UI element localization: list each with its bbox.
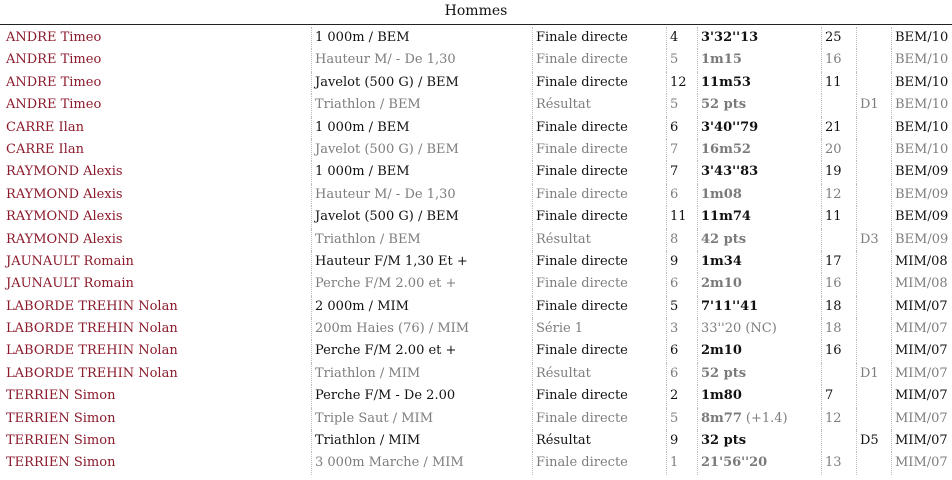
event-name: 1 000m / BEM bbox=[311, 27, 531, 49]
table-row bbox=[0, 251, 952, 273]
level-code bbox=[856, 117, 890, 139]
category-code: BEM/09 bbox=[891, 161, 952, 183]
points-value bbox=[821, 229, 855, 251]
performance-mark bbox=[697, 385, 820, 407]
event-name: 2 000m / MIM bbox=[311, 296, 531, 318]
event-name: Hauteur M/ - De 1,30 bbox=[311, 184, 531, 206]
mark-value: 1m15 bbox=[701, 52, 742, 68]
table-row bbox=[0, 49, 952, 71]
level-code bbox=[856, 72, 890, 94]
performance-mark bbox=[697, 408, 820, 430]
mark-value: 42 pts bbox=[701, 231, 747, 247]
level-code: D3 bbox=[856, 229, 890, 251]
mark-value: 3'40''79 bbox=[701, 119, 759, 135]
event-name: 3 000m Marche / MIM bbox=[311, 452, 531, 474]
athlete-name: ANDRE Timeo bbox=[6, 30, 102, 45]
place-rank: 6 bbox=[666, 340, 696, 362]
round-label: Finale directe bbox=[532, 49, 665, 71]
points-value: 21 bbox=[821, 117, 855, 139]
category-code: BEM/10 bbox=[891, 139, 952, 161]
place-rank: 7 bbox=[666, 139, 696, 161]
category-code: MIM/08 bbox=[891, 273, 952, 295]
athlete-name: TERRIEN Simon bbox=[6, 410, 116, 426]
table-row bbox=[0, 296, 952, 318]
place-rank: 6 bbox=[666, 273, 696, 295]
performance-mark bbox=[697, 273, 820, 295]
place-rank: 6 bbox=[666, 184, 696, 206]
performance-mark bbox=[697, 94, 820, 116]
points-value: 20 bbox=[821, 139, 855, 161]
place-rank: 6 bbox=[666, 117, 696, 139]
place-rank: 6 bbox=[666, 363, 696, 385]
category-code: BEM/09 bbox=[891, 229, 952, 251]
mark-value: 1m80 bbox=[701, 388, 742, 404]
athlete-name: LABORDE TREHIN Nolan bbox=[6, 298, 178, 314]
performance-mark bbox=[697, 49, 820, 71]
round-label: Finale directe bbox=[532, 117, 665, 139]
level-code bbox=[856, 49, 890, 71]
level-code bbox=[856, 27, 890, 49]
event-name: Triathlon / BEM bbox=[311, 229, 531, 251]
place-rank: 5 bbox=[666, 296, 696, 318]
table-row bbox=[0, 184, 952, 206]
table-row bbox=[0, 27, 952, 49]
mark-value: 8m77 bbox=[701, 410, 742, 426]
table-row bbox=[0, 117, 952, 139]
round-label: Finale directe bbox=[532, 161, 665, 183]
points-value bbox=[821, 94, 855, 116]
category-code: BEM/09 bbox=[891, 184, 952, 206]
athlete-name: RAYMOND Alexis bbox=[6, 209, 123, 225]
points-value: 12 bbox=[821, 184, 855, 206]
table-row bbox=[0, 430, 952, 452]
performance-mark bbox=[697, 206, 820, 228]
event-name: Hauteur M/ - De 1,30 bbox=[311, 49, 531, 71]
athlete-name: RAYMOND Alexis bbox=[6, 231, 123, 247]
category-code: MIM/07 bbox=[891, 318, 952, 340]
table-row bbox=[0, 340, 952, 362]
category-code: BEM/09 bbox=[891, 206, 952, 228]
mark-value: 52 pts bbox=[701, 365, 747, 381]
place-rank: 5 bbox=[666, 49, 696, 71]
table-row bbox=[0, 139, 952, 161]
category-code: BEM/10 bbox=[891, 94, 952, 116]
category-code: MIM/07 bbox=[891, 340, 952, 362]
event-name: 1 000m / BEM bbox=[311, 117, 531, 139]
athlete-name: LABORDE TREHIN Nolan bbox=[6, 321, 178, 337]
place-rank: 4 bbox=[666, 27, 696, 49]
event-name: Triathlon / MIM bbox=[311, 430, 531, 452]
athlete-name: TERRIEN Simon bbox=[6, 388, 116, 404]
event-name: Javelot (500 G) / BEM bbox=[311, 72, 531, 94]
points-value: 25 bbox=[821, 27, 855, 49]
event-name: Triathlon / MIM bbox=[311, 363, 531, 385]
level-code: D1 bbox=[856, 363, 890, 385]
round-label: Finale directe bbox=[532, 184, 665, 206]
athlete-name: RAYMOND Alexis bbox=[6, 164, 123, 180]
level-code: D5 bbox=[856, 430, 890, 452]
round-label: Finale directe bbox=[532, 340, 665, 362]
level-code bbox=[856, 408, 890, 430]
category-code: MIM/07 bbox=[891, 385, 952, 407]
page-title: Hommes bbox=[0, 0, 952, 25]
points-value: 11 bbox=[821, 72, 855, 94]
event-name: Javelot (500 G) / BEM bbox=[311, 206, 531, 228]
place-rank: 11 bbox=[666, 206, 696, 228]
event-name: Perche F/M - De 2.00 bbox=[311, 385, 531, 407]
athlete-name: TERRIEN Simon bbox=[6, 455, 116, 471]
place-rank: 9 bbox=[666, 430, 696, 452]
mark-value: 3'32''13 bbox=[701, 30, 759, 45]
points-value: 19 bbox=[821, 161, 855, 183]
performance-mark bbox=[697, 117, 820, 139]
athlete-name: ANDRE Timeo bbox=[6, 52, 102, 68]
mark-value: 11m74 bbox=[701, 209, 751, 225]
round-label: Finale directe bbox=[532, 139, 665, 161]
mark-value: 21'56''20 bbox=[701, 455, 768, 471]
round-label: Résultat bbox=[532, 363, 665, 385]
table-row bbox=[0, 452, 952, 474]
mark-value: 32 pts bbox=[701, 433, 747, 449]
points-value: 18 bbox=[821, 318, 855, 340]
performance-mark bbox=[697, 318, 820, 340]
category-code: BEM/10 bbox=[891, 27, 952, 49]
mark-value: 11m53 bbox=[701, 74, 751, 90]
mark-value: 52 pts bbox=[701, 97, 747, 113]
level-code bbox=[856, 452, 890, 474]
table-row bbox=[0, 206, 952, 228]
round-label: Finale directe bbox=[532, 27, 665, 49]
round-label: Résultat bbox=[532, 229, 665, 251]
mark-value: 16m52 bbox=[701, 141, 751, 157]
place-rank: 2 bbox=[666, 385, 696, 407]
event-name: Perche F/M 2.00 et + bbox=[311, 340, 531, 362]
category-code: MIM/07 bbox=[891, 296, 952, 318]
category-code: BEM/10 bbox=[891, 117, 952, 139]
event-name: Triathlon / BEM bbox=[311, 94, 531, 116]
table-row bbox=[0, 273, 952, 295]
mark-value: 2m10 bbox=[701, 343, 742, 359]
table-row bbox=[0, 161, 952, 183]
wind-value: (+1.4) bbox=[745, 410, 788, 426]
event-name: Hauteur F/M 1,30 Et + bbox=[311, 251, 531, 273]
athlete-name: RAYMOND Alexis bbox=[6, 186, 123, 202]
table-row bbox=[0, 94, 952, 116]
round-label: Résultat bbox=[532, 94, 665, 116]
category-code: BEM/10 bbox=[891, 49, 952, 71]
points-value: 18 bbox=[821, 296, 855, 318]
mark-value: 3'43''83 bbox=[701, 164, 759, 180]
athlete-name: ANDRE Timeo bbox=[6, 97, 102, 113]
performance-mark bbox=[697, 72, 820, 94]
mark-value: 33''20 (NC) bbox=[701, 321, 777, 337]
level-code: D1 bbox=[856, 94, 890, 116]
level-code bbox=[856, 318, 890, 340]
level-code bbox=[856, 385, 890, 407]
points-value: 16 bbox=[821, 273, 855, 295]
points-value: 16 bbox=[821, 49, 855, 71]
table-row bbox=[0, 229, 952, 251]
round-label: Finale directe bbox=[532, 452, 665, 474]
mark-value: 7'11''41 bbox=[701, 298, 759, 314]
performance-mark bbox=[697, 229, 820, 251]
round-label: Finale directe bbox=[532, 273, 665, 295]
round-label: Résultat bbox=[532, 430, 665, 452]
category-code: MIM/07 bbox=[891, 452, 952, 474]
category-code: MIM/08 bbox=[891, 251, 952, 273]
points-value: 7 bbox=[821, 385, 855, 407]
points-value: 17 bbox=[821, 251, 855, 273]
results-table bbox=[0, 27, 952, 475]
athlete-name: LABORDE TREHIN Nolan bbox=[6, 365, 178, 381]
points-value bbox=[821, 430, 855, 452]
place-rank: 9 bbox=[666, 251, 696, 273]
athlete-name: JAUNAULT Romain bbox=[6, 253, 134, 269]
place-rank: 1 bbox=[666, 452, 696, 474]
table-row bbox=[0, 318, 952, 340]
performance-mark bbox=[697, 251, 820, 273]
athlete-name: TERRIEN Simon bbox=[6, 433, 116, 449]
table-row bbox=[0, 408, 952, 430]
category-code: BEM/10 bbox=[891, 72, 952, 94]
round-label: Finale directe bbox=[532, 72, 665, 94]
level-code bbox=[856, 340, 890, 362]
athlete-name: CARRE Ilan bbox=[6, 119, 84, 135]
mark-value: 2m10 bbox=[701, 276, 742, 292]
round-label: Finale directe bbox=[532, 408, 665, 430]
points-value: 11 bbox=[821, 206, 855, 228]
table-row bbox=[0, 385, 952, 407]
table-row bbox=[0, 363, 952, 385]
athlete-name: ANDRE Timeo bbox=[6, 74, 102, 90]
points-value bbox=[821, 363, 855, 385]
category-code: MIM/07 bbox=[891, 408, 952, 430]
level-code bbox=[856, 206, 890, 228]
points-value: 13 bbox=[821, 452, 855, 474]
performance-mark bbox=[697, 430, 820, 452]
performance-mark bbox=[697, 296, 820, 318]
place-rank: 3 bbox=[666, 318, 696, 340]
event-name: Triple Saut / MIM bbox=[311, 408, 531, 430]
performance-mark bbox=[697, 161, 820, 183]
round-label: Finale directe bbox=[532, 206, 665, 228]
place-rank: 7 bbox=[666, 161, 696, 183]
performance-mark bbox=[697, 139, 820, 161]
round-label: Finale directe bbox=[532, 385, 665, 407]
mark-value: 1m34 bbox=[701, 253, 742, 269]
performance-mark bbox=[697, 452, 820, 474]
performance-mark bbox=[697, 363, 820, 385]
athlete-name: LABORDE TREHIN Nolan bbox=[6, 343, 178, 359]
level-code bbox=[856, 161, 890, 183]
category-code: MIM/07 bbox=[891, 363, 952, 385]
athlete-name: JAUNAULT Romain bbox=[6, 276, 134, 292]
round-label: Finale directe bbox=[532, 296, 665, 318]
level-code bbox=[856, 296, 890, 318]
place-rank: 5 bbox=[666, 408, 696, 430]
level-code bbox=[856, 184, 890, 206]
event-name: Javelot (500 G) / BEM bbox=[311, 139, 531, 161]
athlete-name: CARRE Ilan bbox=[6, 141, 84, 157]
points-value: 12 bbox=[821, 408, 855, 430]
place-rank: 5 bbox=[666, 94, 696, 116]
performance-mark bbox=[697, 184, 820, 206]
place-rank: 12 bbox=[666, 72, 696, 94]
table-row bbox=[0, 72, 952, 94]
points-value: 16 bbox=[821, 340, 855, 362]
event-name: Perche F/M 2.00 et + bbox=[311, 273, 531, 295]
level-code bbox=[856, 251, 890, 273]
category-code: MIM/07 bbox=[891, 430, 952, 452]
mark-value: 1m08 bbox=[701, 186, 742, 202]
place-rank: 8 bbox=[666, 229, 696, 251]
level-code bbox=[856, 139, 890, 161]
event-name: 1 000m / BEM bbox=[311, 161, 531, 183]
performance-mark bbox=[697, 27, 820, 49]
level-code bbox=[856, 273, 890, 295]
round-label: Finale directe bbox=[532, 251, 665, 273]
performance-mark bbox=[697, 340, 820, 362]
event-name: 200m Haies (76) / MIM bbox=[311, 318, 531, 340]
round-label: Série 1 bbox=[532, 318, 665, 340]
